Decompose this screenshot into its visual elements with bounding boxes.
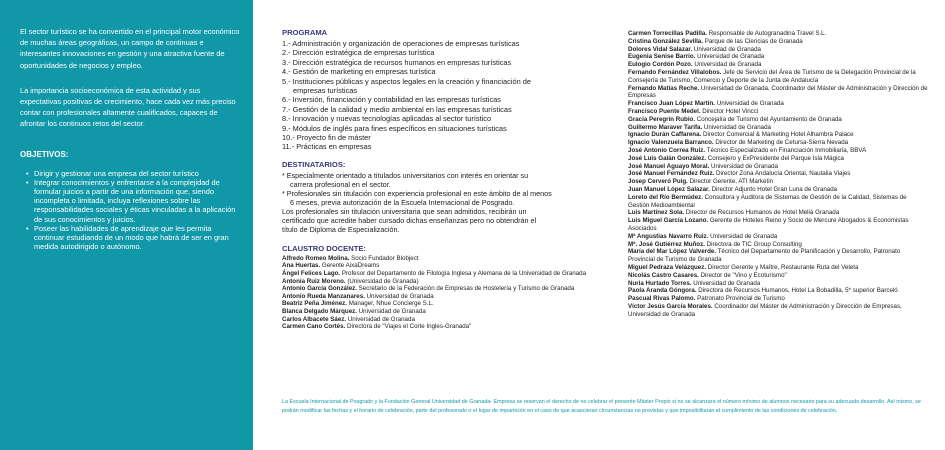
faculty-name: Francisco Juan López Martín. [628,100,715,108]
faculty-role: Director Adjunto Hotel Gran Luna de Granada [709,185,838,193]
faculty-name: José Antonio Correa Ruiz. [628,146,706,154]
faculty-name: Luis Miguel García Lozano. [628,217,709,225]
faculty-name: Carlos Albacete Sáez. [282,315,347,323]
faculty-role: Director Zona Andalucía Oriental, Nautalia Viajes [714,170,851,178]
objetivo-item: • Integrar conocimientos y enfrentarse a la complejidad de formular juicios a partir de una información que, siendo incompleta o limitada, incluya reflexiones sobre las responsabilidades sociales y éticas vinculadas a la aplicación de sus conocimientos y juicios. [28,178,243,224]
programa-item: 6.- Inversión, financiación y contabilidad en las empresas turísticas [282,95,501,105]
footer-disclaimer: La Escuela Internacional de Posgrado y la Fundación General Universidad de Granada- Empresa se reservan el derecho de no celebrar el presente Máster Propio si no se alcanzara el número mínimo de alumnos necesario para su adecuado desarrollo. Así mismo, se podrán modificar las fechas y el horario de celebración, parte del profesorado o el lugar de impartición en el caso de que acaecieran circunstancias no previstas y que imposibilitaran el cumplimiento de las condiciones de celebración. [282,399,921,414]
faculty-name: Ignacio Durán Caffarena. [628,131,702,139]
faculty-entry [628,241,928,249]
faculty-role: Profesor del Departamento de Filología Inglesa y Alemana de la Universidad de Granada [340,270,587,278]
faculty-name: María del Mar López Valverde. [628,248,717,256]
faculty-entry [628,272,928,280]
faculty-entry [628,194,928,210]
faculty-name: Antonia Ruiz Moreno. [282,277,346,285]
faculty-role: Universidad de Granada [715,100,784,108]
claustro-title: CLAUSTRO DOCENTE: [282,243,366,253]
faculty-name: Fernando Fernández Villalobos. [628,68,722,76]
faculty-entry [628,38,928,46]
destinatarios-line: Los profesionales sin titulación universitaria que sean admitidos, recibirán un [282,206,527,216]
destinatarios-line: 6 meses, previa autorización de la Escuela Internacional de Posgrado. [290,197,515,207]
faculty-entry [628,264,928,272]
faculty-role: Secretario de la Federación de Empresas de Hostelería y Turismo de Granada [356,285,575,293]
faculty-entry [282,262,622,270]
faculty-name: Alfredo Romeo Molina. [282,254,350,262]
faculty-name: Juan Manuel López Salazar. [628,185,710,193]
intro-paragraph-2: La importancia socioeconómica de esta actividad y sus expectativas positivas de crecimiento, hace cada vez más preciso contar con profesionales altamente cualificados, capaces de afrontar los continuos retos del sector. [20,85,236,129]
faculty-role: Universidad de Granada [695,53,765,61]
faculty-name: José Luis Galán González. [628,154,707,162]
faculty-entry [282,278,622,286]
faculty-role: Consultora y Auditora de Sistemas de Gestión de la Calidad, Sistemas de Gestión Medioambiental [628,193,907,209]
faculty-role: Universidad de Granada [709,162,779,170]
faculty-role: (Universidad de Granada) [345,277,419,285]
faculty-name: Blanca Delgado Márquez. [282,308,357,316]
faculty-role: Gerente de Hoteles Reino y Socio de Mercure Abogados & Economistas Asociados [628,217,909,232]
faculty-name: Paola Aranda Góngora. [628,287,697,295]
faculty-role: Patronato Provincial de Turismo [695,295,785,303]
claustro-section [282,244,622,331]
faculty-role: Universidad de Granada [692,45,761,53]
faculty-entry [628,124,928,132]
faculty-entry [628,108,928,116]
faculty-entry [628,170,928,178]
programa-item: 2.- Dirección estratégica de empresas turística [282,48,435,58]
faculty-name: Víctor Jesús García Morales. [628,302,713,310]
faculty-name: Eugenia Senise Barrio. [628,53,696,61]
faculty-role: Consejero y ExPresidente del Parque Isla Mágica [706,154,844,162]
objetivo-item: • Dirigir y gestionar una empresa del sector turístico [28,169,243,178]
programa-item: 10.- Proyecto fin de máster [282,133,371,143]
destinatarios-line: * Profesionales sin titulación con experiencia profesional en este ámbito de al menos [282,188,552,198]
faculty-name: Francisco Puente Medel. [628,107,701,115]
faculty-entry [628,163,928,171]
faculty-role: Responsable de Autogranadina Travel S.L. [706,30,827,37]
faculty-entry [628,131,928,139]
programa-item: 5.- Instituciones públicas y aspectos legales en la creación y financiación de [282,76,531,86]
programa-item: 9.- Módulos de inglés para fines específicos en situaciones turísticas [282,123,507,133]
faculty-entry [282,285,622,293]
destinatarios-line: título de Diploma de Especialización. [282,224,400,234]
faculty-entry [628,280,928,288]
right-column-list [628,30,928,318]
faculty-entry [628,217,928,233]
faculty-role: Director de "Vino y Ecoturismo" [698,271,787,279]
faculty-role: Directora de "Viajes el Corte Ingles-Granada" [345,323,472,331]
faculty-name: Carmen Cano Cortés. [282,323,346,331]
programa-item: 4.- Gestión de marketing en empresas turística [282,67,436,77]
faculty-role: Parque de las Ciencias de Granada [702,37,803,45]
faculty-name: Nicolás Castro Casares. [628,271,699,279]
destinatarios-section [282,160,622,234]
faculty-entry [628,186,928,194]
faculty-name: Cristina González Sevilla. [628,37,703,45]
faculty-role: Técnico Especializado en Financiación Inmobiliaria, BBVA [705,146,867,154]
faculty-role: Directora de Recursos Humanos, Hotel La Bobadilla, 5* superior Barceló [696,287,898,295]
faculty-role: Director Gerente, ATI Marketin [687,178,774,186]
faculty-role: Director de Marketing de Cetursa-Sierra Nevada [713,139,849,147]
faculty-name: Carmen Torrecillas Padilla. [628,30,707,37]
destinatarios-title: DESTINATARIOS: [282,159,346,169]
faculty-role: Directora de TIC Group Consulting [704,240,802,248]
faculty-name: Antonio García González. [282,285,357,293]
faculty-name: Miguel Pedraza Velázquez. [628,263,707,271]
faculty-role: Jefe de Servicio del Área de Turismo de la Delegación Provincial de la Consejería de Turismo, Comercio y Deporte de la Junta de Andalucía [628,68,916,84]
faculty-name: Antonio Rueda Manzanares. [282,292,365,300]
faculty-role: Gerente AixaDreams [320,262,380,270]
programa-list [282,39,622,152]
faculty-entry [282,293,622,301]
faculty-name: Dolores Vidal Salazar. [628,45,693,53]
faculty-entry [282,255,622,263]
faculty-entry [628,69,928,85]
programa-item: 1.- Administración y organización de operaciones de empresas turísticas [282,39,520,48]
destinatarios-line: carrera profesional en el sector. [290,179,391,189]
faculty-role: Concejalía de Turismo del Ayuntamiento de Granada [695,115,842,123]
programa-title: PROGRAMA [282,28,328,37]
middle-column [282,28,622,331]
destinatarios-line: certificado que acredite haber cursado dichas enseñanzas pero no obtendrán el [282,215,537,225]
faculty-entry [628,233,928,241]
programa-item: 7.- Gestión de la calidad y medio ambiental en las empresas turísticas [282,104,512,114]
faculty-role: Universidad de Granada [691,279,761,287]
faculty-entry [628,287,928,295]
faculty-name: Josep Cerveró Puig. [628,178,688,186]
objetivos-title: OBJETIVOS: [20,149,69,159]
faculty-entry [282,300,622,308]
faculty-role: Universidad de Granada, Coordinador del Máster de Administración y Dirección de Empresas [628,84,928,100]
faculty-name: Eulogio Cordón Pozo. [628,61,693,69]
faculty-name: Luis Martínez Sola. [628,209,685,217]
destinatarios-line: * Especialmente orientado a titulados universitarios con interés en orientar su [282,170,529,180]
faculty-entry [628,139,928,147]
faculty-name: José Manuel Fernández Ruiz. [628,170,715,178]
faculty-name: Ignacio Valenzuela Barranco. [628,139,714,147]
faculty-role: Director Comercial & Marketing Hotel Alhambra Palace [701,131,854,139]
faculty-entry [628,178,928,186]
faculty-role: Director Gerente y Maître, Restaurante Ruta del Veleta [706,263,859,271]
faculty-entry [282,316,622,324]
faculty-role: Universidad de Granada [702,123,771,131]
faculty-role: Universidad de Granada [356,308,426,316]
faculty-role: Coordinador del Máster de Administración y Dirección de Empresas, Universidad de Granada [628,302,902,318]
faculty-entry [628,116,928,124]
faculty-entry [628,85,928,101]
faculty-entry [628,303,928,319]
faculty-role: Universidad de Granada [346,315,415,323]
faculty-entry [628,209,928,217]
claustro-list [282,255,622,331]
faculty-entry [282,323,622,331]
intro-paragraph-1: El sector turístico se ha convertido en el principal motor económico de muchas áreas geográficas, un campo de continuas e interesantes innovaciones en gestión y una atractiva fuente de oportunidades de negocios y empleo. [20,27,240,70]
faculty-entry [282,308,622,316]
faculty-name: Fernando Matías Reche. [628,84,700,92]
faculty-entry [628,61,928,69]
faculty-name: Loreto del Río Bermúdez. [628,193,703,201]
faculty-name: Beatriz Peña Jiménez. [282,300,347,308]
faculty-entry [628,100,928,108]
faculty-role: Universidad de Granada [692,61,762,69]
faculty-entry [628,46,928,54]
left-panel [0,0,253,450]
faculty-role: Director Hotel Vincci [700,107,759,115]
objetivo-item: • Poseer las habilidades de aprendizaje que les permita continuar estudiando de un modo que habrá de ser en gran medida autodirigido o autónomo. [28,224,243,252]
faculty-name: Ana Huertas. [282,262,321,270]
faculty-name: Mª. José Gutiérrez Muñoz. [628,240,705,248]
faculty-name: Ángel Felices Lago. [282,270,341,278]
faculty-name: Mª Angustias Navarro Ruiz. [628,232,709,240]
programa-item-continued: empresas turísticas [293,86,358,96]
faculty-name: Pascual Rivas Palomo. [628,295,696,303]
faculty-name: Gracia Peregrín Rubio. [628,115,696,123]
faculty-role: Socio Fundador Blobject [349,254,419,262]
faculty-entry [628,155,928,163]
faculty-entry [282,270,622,278]
faculty-entry [628,30,928,38]
faculty-role: Director de Recursos Humanos de Hotel Meliá Granada [684,209,840,217]
programa-item: 3.- Dirección estratégica de recursos humanos en empresas turísticas [282,57,512,67]
faculty-name: José Manuel Aguayo Moral. [628,162,710,170]
faculty-role: Manager, Nhue Concierge S.L. [347,300,434,308]
programa-item: 8.- Innovación y nuevas tecnologías aplicadas al sector turístico [282,114,492,124]
faculty-entry [628,147,928,155]
faculty-role: Universidad de Granada [364,292,434,300]
faculty-entry [628,248,928,264]
faculty-role: Universidad de Granada [708,232,778,240]
programa-item: 11.- Prácticas en empresas [282,142,372,152]
faculty-entry [628,53,928,61]
faculty-role: Técnico del Departamento de Planificación y Desarrollo, Patronato Provincial de Turismo de Granada [628,248,901,264]
objetivos-list [20,169,243,252]
faculty-entry [628,295,928,303]
faculty-name: Nuria Hurtado Torres. [628,279,692,287]
faculty-name: Guillermo Maraver Tarifa. [628,123,703,131]
